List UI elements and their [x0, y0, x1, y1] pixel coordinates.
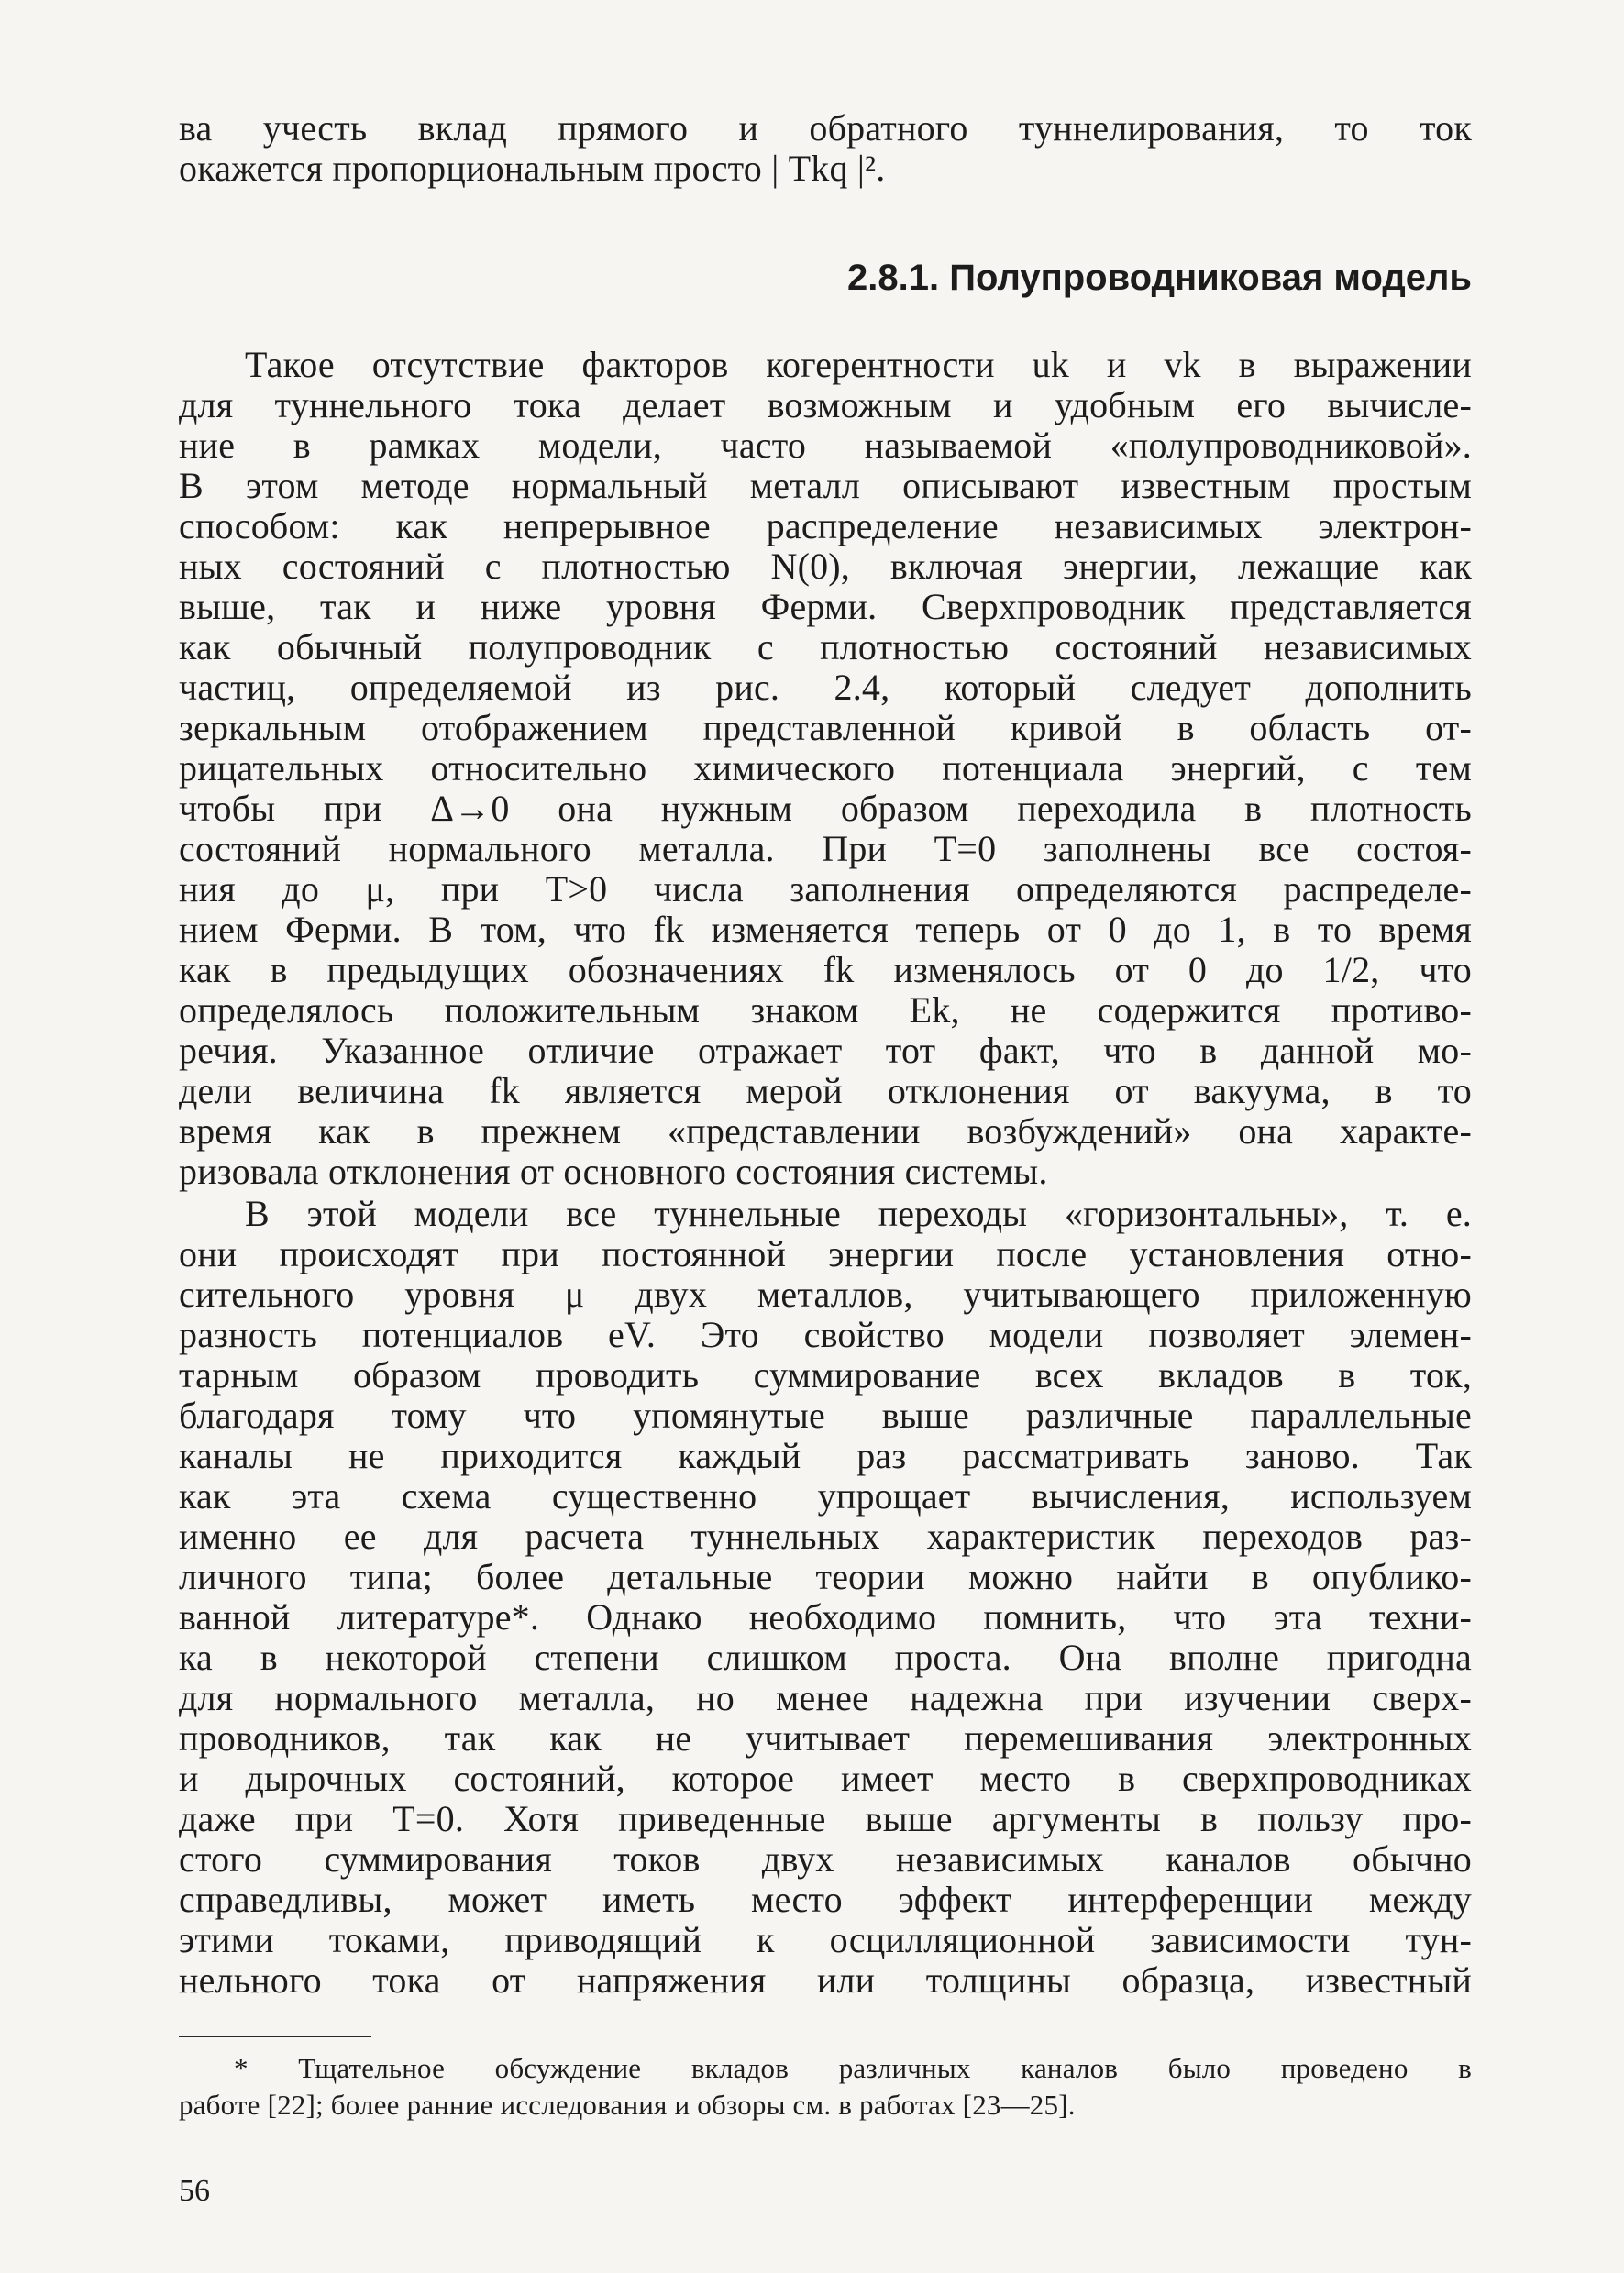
- text-line: личного типа; более детальные теории можно найти в опублико-: [179, 1556, 1472, 1597]
- text-line: ных состояний с плотностью N(0), включая энергии, лежащие как: [179, 546, 1472, 587]
- text-line: время как в прежнем «представлении возбуждений» она характе-: [179, 1110, 1472, 1152]
- text-line: речия. Указанное отличие отражает тот факт, что в данной мо-: [179, 1030, 1472, 1071]
- text-line: разность потенциалов eV. Это свойство модели позволяет элемен-: [179, 1314, 1472, 1355]
- text-line: как в предыдущих обозначениях fk изменялось от 0 до 1/2, что: [179, 949, 1472, 990]
- footnote: [179, 2050, 1472, 2124]
- text-line: благодаря тому что упомянутые выше различные параллельные: [179, 1395, 1472, 1436]
- text-line: ния до μ, при T>0 числа заполнения определяются распределе-: [179, 868, 1472, 910]
- text-line: они происходят при постоянной энергии после установления отно-: [179, 1233, 1472, 1274]
- text-line: нием Ферми. В том, что fk изменяется теперь от 0 до 1, в то время: [179, 909, 1472, 950]
- text-line: чтобы при Δ→0 она нужным образом переходила в плотность: [179, 788, 1472, 829]
- text-line: сительного уровня μ двух металлов, учитывающего приложенную: [179, 1274, 1472, 1315]
- text-line: частиц, определяемой из рис. 2.4, который следует дополнить: [179, 667, 1472, 708]
- text-line: для туннельного тока делает возможным и удобным его вычисле-: [179, 384, 1472, 425]
- footnote-line: * Тщательное обсуждение вкладов различных каналов было проведено в: [234, 2052, 1472, 2084]
- text-line: стого суммирования токов двух независимых каналов обычно: [179, 1838, 1472, 1880]
- text-line: именно ее для расчета туннельных характеристик переходов раз-: [179, 1516, 1472, 1557]
- text-line: тарным образом проводить суммирование всех вкладов в ток,: [179, 1354, 1472, 1396]
- text-line: для нормального металла, но менее надежна при изучении сверх-: [179, 1677, 1472, 1718]
- text-line: В этом методе нормальный металл описывают известным простым: [179, 465, 1472, 506]
- text-line: ка в некоторой степени слишком проста. Она вполне пригодна: [179, 1637, 1472, 1678]
- text-line: проводников, так как не учитывает перемешивания электронных: [179, 1717, 1472, 1759]
- text-line: зеркальным отображением представленной кривой в область от-: [179, 707, 1472, 748]
- text-line: окажется пропорциональным просто | Tkq |².: [179, 148, 886, 189]
- footnote-divider: [179, 2036, 371, 2037]
- section-heading: [825, 255, 1472, 301]
- text-line: ва учесть вклад прямого и обратного туннелирования, то ток: [179, 107, 1472, 149]
- text-line: ние в рамках модели, часто называемой «полупроводниковой».: [179, 425, 1472, 466]
- section-number: 2.8.1.: [847, 258, 940, 298]
- text-line: рицательных относительно химического потенциала энергий, с тем: [179, 747, 1472, 789]
- paragraph-2: [179, 1194, 1472, 2001]
- text-line: и дырочных состояний, которое имеет место в сверхпроводниках: [179, 1758, 1472, 1799]
- text-line: дели величина fk является мерой отклонения от вакуума, в то: [179, 1070, 1472, 1111]
- text-line: определялось положительным знаком Ek, не содержится противо-: [179, 989, 1472, 1031]
- text-line: Такое отсутствие факторов когерентности uk и vk в выражении: [245, 344, 1472, 385]
- text-line: как обычный полупроводник с плотностью состояний независимых: [179, 626, 1472, 668]
- section-title: Полупроводниковая модель: [949, 258, 1472, 298]
- paragraph-1: [179, 345, 1472, 1192]
- text-line: этими токами, приводящий к осцилляционной зависимости тун-: [179, 1919, 1472, 1960]
- text-line: способом: как непрерывное распределение независимых электрон-: [179, 505, 1472, 546]
- text-line: нельного тока от напряжения или толщины образца, известный: [179, 1959, 1472, 2001]
- text-line: даже при T=0. Хотя приведенные выше аргументы в пользу про-: [179, 1798, 1472, 1839]
- text-line: ризовала отклонения от основного состояния системы.: [179, 1151, 1048, 1192]
- text-line: ванной литературе*. Однако необходимо помнить, что эта техни-: [179, 1596, 1472, 1638]
- page-number: 56: [179, 2174, 210, 2208]
- text-line: состояний нормального металла. При T=0 заполнены все состоя-: [179, 828, 1472, 869]
- text-line: выше, так и ниже уровня Ферми. Сверхпроводник представляется: [179, 586, 1472, 627]
- intro-text: [179, 108, 1472, 189]
- text-line: каналы не приходится каждый раз рассматривать заново. Так: [179, 1435, 1472, 1476]
- text-line: В этой модели все туннельные переходы «горизонтальны», т. е.: [245, 1193, 1472, 1234]
- text-line: как эта схема существенно упрощает вычисления, используем: [179, 1475, 1472, 1517]
- footnote-line: работе [22]; более ранние исследования и обзоры см. в работах [23—25].: [179, 2089, 1076, 2121]
- text-line: справедливы, может иметь место эффект интерференции между: [179, 1879, 1472, 1920]
